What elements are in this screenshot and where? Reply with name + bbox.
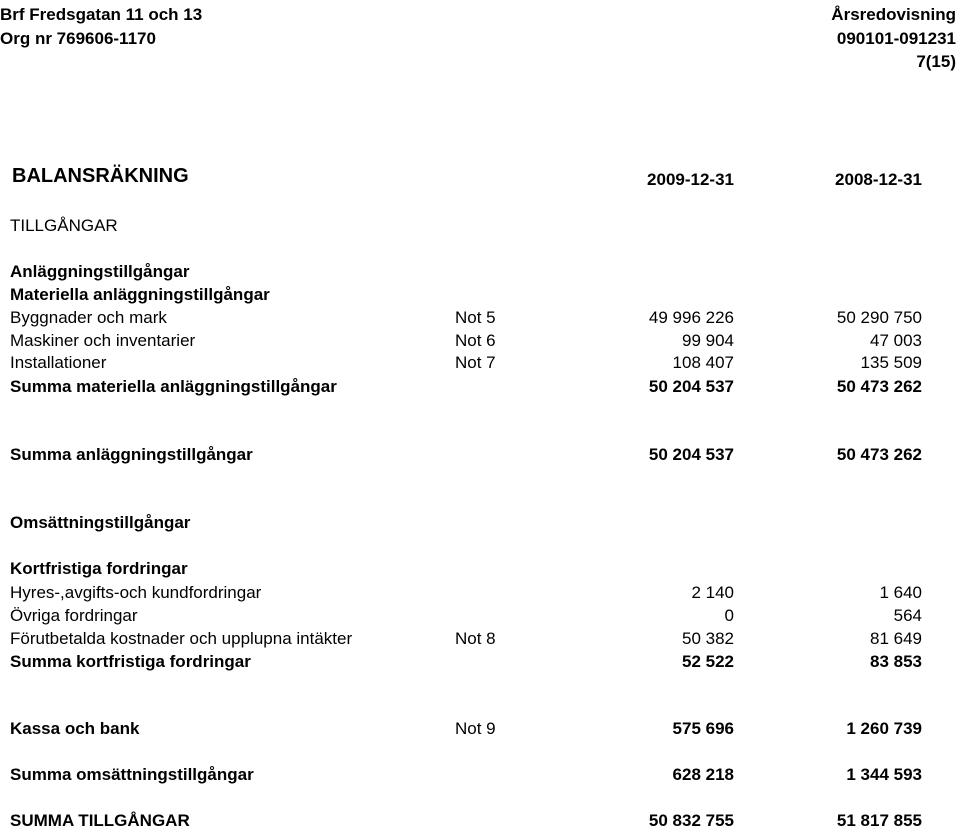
row-label: Anläggningstillgångar	[10, 262, 190, 281]
row-label: Installationer	[10, 353, 107, 372]
row-value-2009: 50 382	[682, 629, 734, 648]
row-value-2009: 2 140	[691, 583, 734, 602]
row-label: Förutbetalda kostnader och upplupna intäkter	[10, 629, 353, 648]
row-label: Byggnader och mark	[10, 308, 167, 327]
balance-row	[0, 810, 959, 832]
row-note: Not 8	[455, 629, 496, 648]
balance-row	[0, 352, 959, 374]
balance-row	[0, 261, 959, 283]
row-value-2009: 0	[724, 606, 734, 625]
row-value-2008: 50 473 262	[836, 377, 922, 396]
row-value-2009: 50 832 755	[648, 811, 734, 830]
row-value-2008: 1 260 739	[846, 719, 922, 738]
row-label: Övriga fordringar	[10, 606, 138, 625]
page-number: 7(15)	[916, 52, 956, 71]
row-label: Materiella anläggningstillgångar	[10, 285, 270, 304]
row-label: TILLGÅNGAR	[10, 216, 118, 235]
row-label: Hyres-,avgifts-och kundfordringar	[10, 583, 262, 602]
document-title: Årsredovisning	[831, 5, 956, 24]
balance-row	[0, 376, 959, 398]
balance-row	[0, 444, 959, 466]
fiscal-period: 090101-091231	[836, 29, 956, 48]
row-value-2008: 81 649	[870, 629, 922, 648]
row-value-2008: 51 817 855	[836, 811, 922, 830]
row-label: Kassa och bank	[10, 719, 140, 738]
row-label: Summa anläggningstillgångar	[10, 445, 253, 464]
balance-row	[0, 628, 959, 650]
row-value-2009: 50 204 537	[648, 377, 734, 396]
org-name: Brf Fredsgatan 11 och 13	[0, 5, 203, 24]
row-value-2008: 50 290 750	[836, 308, 922, 327]
column-date-2009: 2009-12-31	[647, 170, 734, 189]
column-date-2008: 2008-12-31	[835, 170, 922, 189]
row-value-2009: 108 407	[672, 353, 734, 372]
row-value-2009: 575 696	[672, 719, 734, 738]
org-number: Org nr 769606-1170	[0, 29, 156, 48]
row-note: Not 6	[455, 331, 496, 350]
row-value-2008: 47 003	[870, 331, 922, 350]
row-value-2009: 628 218	[672, 765, 734, 784]
row-label: Kortfristiga fordringar	[10, 559, 188, 578]
row-value-2009: 52 522	[682, 652, 734, 671]
balance-row	[0, 764, 959, 786]
row-value-2008: 1 344 593	[846, 765, 922, 784]
balance-row	[0, 558, 959, 580]
row-label: Summa kortfristiga fordringar	[10, 652, 251, 671]
row-label: Summa omsättningstillgångar	[10, 765, 254, 784]
row-value-2008: 83 853	[870, 652, 922, 671]
balance-row	[0, 718, 959, 740]
balance-row	[0, 284, 959, 306]
row-value-2008: 135 509	[860, 353, 922, 372]
balance-row	[0, 307, 959, 329]
row-label: Maskiner och inventarier	[10, 331, 196, 350]
balance-row	[0, 605, 959, 627]
row-label: SUMMA TILLGÅNGAR	[10, 811, 190, 830]
balance-row	[0, 582, 959, 604]
row-note: Not 7	[455, 353, 496, 372]
row-value-2008: 50 473 262	[836, 445, 922, 464]
balance-sheet-title: BALANSRÄKNING	[12, 165, 189, 187]
row-value-2009: 50 204 537	[648, 445, 734, 464]
row-label: Omsättningstillgångar	[10, 513, 191, 532]
row-value-2009: 49 996 226	[648, 308, 734, 327]
row-value-2008: 1 640	[879, 583, 922, 602]
row-value-2009: 99 904	[682, 331, 734, 350]
row-note: Not 9	[455, 719, 496, 738]
balance-row	[0, 330, 959, 352]
balance-row	[0, 512, 959, 534]
row-label: Summa materiella anläggningstillgångar	[10, 377, 337, 396]
row-value-2008: 564	[893, 606, 922, 625]
balance-row	[0, 651, 959, 673]
balance-row	[0, 215, 959, 237]
row-note: Not 5	[455, 308, 496, 327]
